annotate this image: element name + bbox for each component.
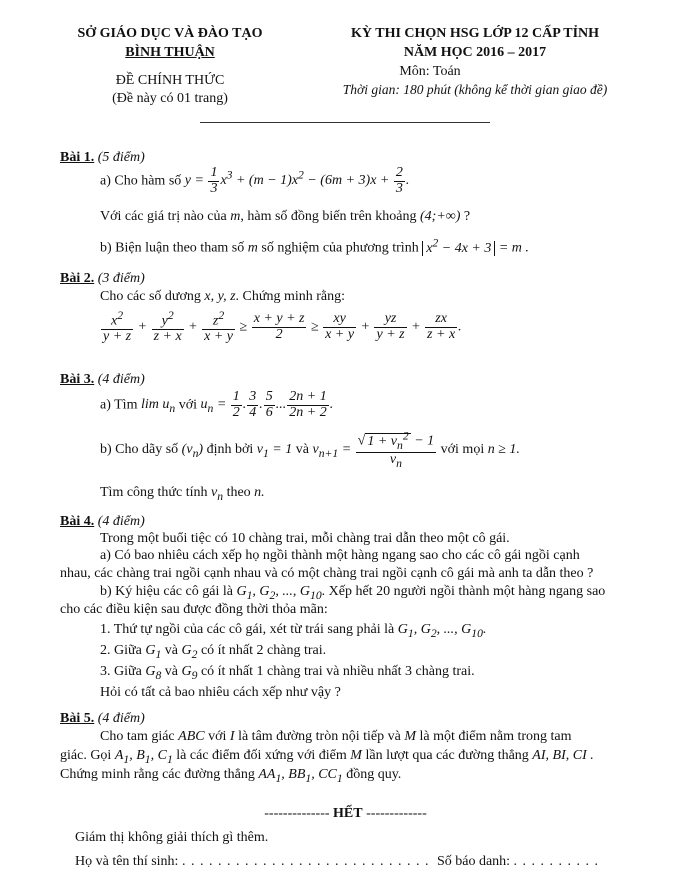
name-label: Họ và tên thí sinh: — [75, 854, 179, 869]
subject: Môn: Toán — [399, 64, 461, 79]
bai3-lim: $\lim u_n$ — [140, 397, 176, 416]
bai1-m-var: m — [230, 209, 241, 224]
exam-title: KỲ THI CHỌN HSG LỚP 12 CẤP TỈNH — [350, 26, 600, 41]
bai1-b-equation: $x^2 - 4x + 3 = m$ . — [422, 241, 529, 256]
sbd-label: Số báo danh: — [436, 854, 511, 869]
bai4-title: Bài 4. — [60, 514, 95, 529]
bai1-points: (5 điểm) — [97, 150, 145, 165]
bai4-g8: $G_8$ — [145, 664, 162, 682]
school-year: NĂM HỌC 2016 – 2017 — [403, 45, 547, 60]
bai2-inequality: $\frac{x^2}{y + z}$ + $\frac{y^2}{z + x}$ + $\frac{z^2}{x + y}$ ≥ $\frac{x + y + z}{2}$ ≥ $\frac{xy}{x + y}$ + $\frac{yz}{y + z}$ + $\frac{zx}{z + x}$ . — [103, 309, 462, 345]
bai1-a-question — [100, 209, 470, 225]
bai5-l1-pre: Cho tam giác — [100, 729, 175, 744]
bai4-question: Hỏi có tất cả bao nhiêu cách xếp như vậy ? — [100, 685, 341, 700]
duration: Thời gian: 180 phút (không kể thời gian giao đề) — [342, 82, 608, 97]
dept-name: SỞ GIÁO DỤC VÀ ĐÀO TẠO — [77, 26, 263, 41]
bai3-c-post: theo — [226, 485, 251, 500]
bai3-a-with: với — [178, 397, 197, 413]
bai4-c1-order: $G_1$, $G_2$, ..., $G_{10}$. — [397, 622, 487, 640]
bai4-girls: $G_1$, $G_2$, ..., $G_{10}$ — [236, 584, 322, 602]
bai4-c3-pre: 3. Giữa — [100, 664, 142, 679]
bai5-line2 — [60, 748, 594, 766]
bai1-b-pre: b) Biện luận theo tham số — [100, 240, 245, 256]
header-divider — [200, 122, 490, 123]
bai3-c — [100, 485, 265, 503]
bai1-interval: (4;+∞) — [420, 209, 461, 224]
end-dashes-right: ------------- — [366, 806, 427, 821]
bai5-l2-pre: giác. Gọi — [60, 748, 112, 763]
bai5-l2-mid: là các điểm đối xứng với điểm — [176, 748, 347, 763]
bai5-l3-post: đồng quy. — [346, 767, 402, 782]
bai4-c2-and: và — [164, 643, 178, 658]
bai4-c2-post: có ít nhất 2 chàng trai. — [200, 643, 327, 658]
bai5-line3 — [60, 767, 401, 785]
bai1-heading — [60, 150, 145, 166]
bai1-a-q-end: ? — [463, 209, 471, 224]
bai3-vn: $v_n$ — [211, 485, 224, 503]
candidate-info — [75, 854, 599, 870]
bai3-a-product: $u_n$ = $\frac{1}{2}$ . $\frac{3}{4}$ . $\frac{5}{6}$ ... $\frac{2n + 1}{2n + 2}$ . — [200, 389, 334, 420]
bai3-v1: $v_1 = 1$ — [256, 442, 293, 460]
bai5-title: Bài 5. — [60, 711, 95, 726]
proctor-note: Giám thị không giải thích gì thêm. — [75, 830, 269, 845]
bai4-c3-and: và — [164, 664, 178, 679]
bai5-m2: M — [350, 748, 362, 763]
bai1-b — [100, 236, 529, 257]
bai4-g9: $G_9$ — [181, 664, 198, 682]
bai3-b-pre: b) Cho dãy số — [100, 442, 179, 458]
bai2-text-post: . Chứng minh rằng: — [235, 289, 346, 304]
bai4-cond2 — [100, 643, 326, 661]
bai4-b-pre: b) Ký hiệu các cô gái là — [100, 584, 233, 599]
official-label: ĐỀ CHÍNH THỨC — [115, 73, 225, 88]
bai3-a-pre: a) Tìm — [100, 397, 138, 413]
bai4-points: (4 điểm) — [97, 514, 145, 529]
bai3-title: Bài 3. — [60, 372, 95, 387]
bai5-points: (4 điểm) — [97, 711, 145, 726]
bai4-intro: Trong một buổi tiệc có 10 chàng trai, mỗi chàng trai dẫn theo một cô gái. — [100, 531, 510, 546]
bai3-points: (4 điểm) — [97, 372, 145, 387]
bai5-i: I — [229, 729, 235, 744]
bai1-title: Bài 1. — [60, 150, 95, 165]
bai5-abc: ABC — [178, 729, 205, 744]
bai3-b-and: và — [295, 442, 309, 458]
bai4-cond1 — [100, 622, 486, 640]
bai3-n: n. — [254, 485, 265, 500]
bai3-b — [100, 430, 520, 470]
bai4-cond3 — [100, 664, 475, 682]
sbd-blank: . . . . . . . . . . — [513, 854, 600, 869]
bai4-a-line2: nhau, các chàng trai ngồi cạnh nhau và có một chàng trai ngồi cạnh cô gái mà anh ta dẫn theo ? — [60, 566, 594, 581]
bai4-c3-post: có ít nhất 1 chàng trai và nhiều nhất 3 chàng trai. — [200, 664, 475, 679]
bai3-a — [100, 390, 333, 420]
bai1-a-q-pre: Với các giá trị nào của — [100, 209, 227, 224]
bai2-heading — [60, 271, 145, 287]
end-dashes-left: -------------- — [264, 806, 330, 821]
bai4-a-line1: a) Có bao nhiêu cách xếp họ ngồi thành một hàng ngang sao cho các cô gái ngồi cạnh — [100, 548, 580, 563]
bai3-recurrence: $v_{n+1}$ = $\frac{√ 1 + v_n^2 - 1}{v_n}$ — [312, 429, 435, 470]
bai5-lines: AI, BI, CI . — [532, 748, 594, 763]
end-word: HẾT — [333, 806, 363, 821]
bai2-vars: x, y, z — [204, 289, 236, 304]
bai3-b-forall: với mọi — [440, 442, 485, 458]
bai2-text — [100, 289, 345, 305]
bai4-b-line2: cho các điều kiện sau được đồng thời thỏa mãn: — [60, 602, 328, 617]
bai1-b-m: m — [247, 240, 258, 256]
bai5-l1-mid2: là tâm đường tròn nội tiếp và — [238, 729, 401, 744]
bai3-seq: $(v_n)$ — [181, 442, 204, 460]
bai5-l2-post: lần lượt qua các đường thẳng — [365, 748, 529, 763]
bai5-l1-mid: với — [208, 729, 227, 744]
bai4-g1: $G_1$ — [145, 643, 162, 661]
bai1-a-q-mid: , hàm số đồng biến trên khoảng — [240, 209, 417, 224]
bai3-b-defined: định bởi — [206, 442, 254, 458]
bai4-g2: $G_2$ — [181, 643, 198, 661]
bai3-n-cond: n ≥ 1. — [487, 442, 520, 458]
name-blank: . . . . . . . . . . . . . . . . . . . . . . . . . . . . — [181, 854, 430, 869]
bai4-b-post: . Xếp hết 20 người ngồi thành một hàng ngang sao — [321, 584, 606, 599]
bai2-title: Bài 2. — [60, 271, 95, 286]
bai4-c1-pre: 1. Thứ tự ngồi của các cô gái, xét từ trái sang phải là — [100, 622, 395, 637]
bai1-a-function: y = $\frac{1}{3}$ $x^3 + (m - 1)x^2 - (6m + 3)x$ + $\frac{2}{3}$ . — [184, 165, 410, 196]
bai5-m: M — [404, 729, 416, 744]
bai5-heading — [60, 711, 145, 727]
bai3-c-pre: Tìm công thức tính — [100, 485, 208, 500]
bai2-points: (3 điểm) — [97, 271, 145, 286]
page-count-note: (Đề này có 01 trang) — [112, 91, 228, 106]
bai2-text-pre: Cho các số dương — [100, 289, 201, 304]
bai1-a-prefix: a) Cho hàm số — [100, 173, 182, 189]
bai4-c2-pre: 2. Giữa — [100, 643, 142, 658]
bai5-concurrent-lines: $AA_1$, $BB_1$, $CC_1$ — [258, 767, 343, 785]
bai5-points-a1b1c1: $A_1$, $B_1$, $C_1$ — [114, 748, 173, 766]
bai4-heading — [60, 514, 145, 530]
end-marker — [0, 806, 691, 822]
bai4-b-line1 — [100, 584, 605, 602]
bai1-a — [100, 166, 409, 196]
bai5-l1-post: là một điểm nằm trong tam — [419, 729, 572, 744]
province-name: BÌNH THUẬN — [125, 45, 215, 60]
bai3-heading — [60, 372, 145, 388]
bai5-l3-pre: Chứng minh rằng các đường thẳng — [60, 767, 255, 782]
bai5-line1 — [100, 729, 572, 745]
bai1-b-mid: số nghiệm của phương trình — [261, 240, 419, 256]
